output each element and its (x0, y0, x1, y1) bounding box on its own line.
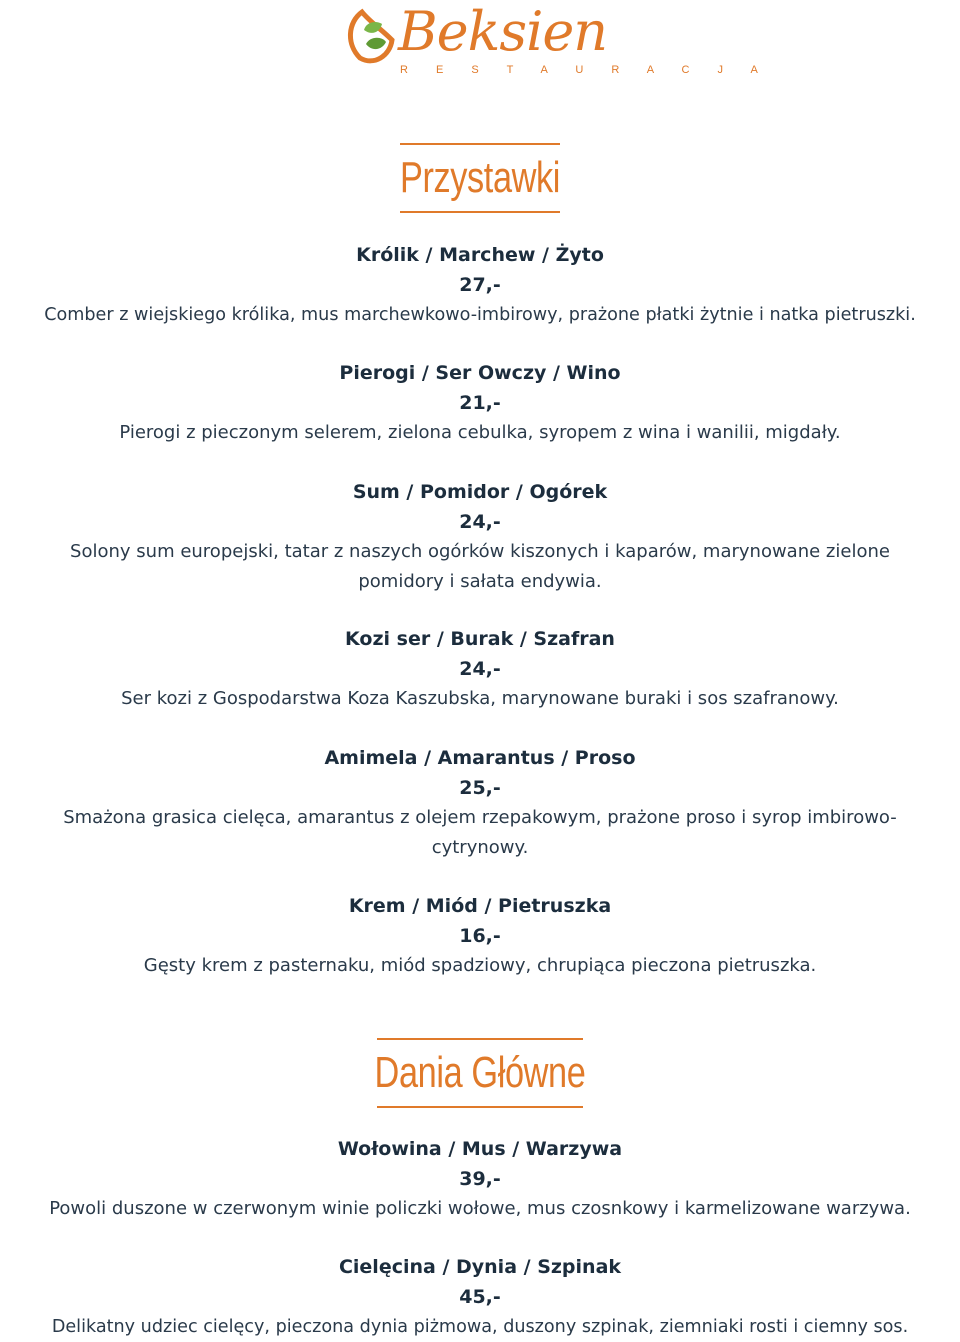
divider-bottom (400, 211, 560, 213)
dish-description: Gęsty krem z pasternaku, miód spadziowy, chrupiąca pieczona pietruszka. (143, 955, 817, 976)
dish-price: 24,- (459, 511, 501, 533)
dish-description: Smażona grasica cielęca, amarantus z olejem rzepakowym, prażone proso i syrop imbirowo-cytrynowy. (63, 807, 897, 858)
section-title: Dania Główne (374, 1048, 586, 1097)
menu-item (0, 1252, 960, 1342)
dish-name: Sum / Pomidor / Ogórek (352, 481, 608, 503)
menu-item (0, 624, 960, 714)
dish-description: Solony sum europejski, tatar z naszych ogórków kiszonych i kaparów, marynowane zielone pomidory i sałata endywia. (70, 541, 890, 592)
dish-price: 39,- (459, 1168, 501, 1190)
dish-price: 21,- (459, 392, 501, 414)
section-header-przystawki (0, 143, 960, 213)
dish-name: Pierogi / Ser Owczy / Wino (339, 362, 621, 384)
dish-name: Cielęcina / Dynia / Szpinak (338, 1256, 622, 1278)
dish-price: 45,- (459, 1286, 501, 1308)
menu-item (0, 358, 960, 448)
menu-item (0, 1134, 960, 1224)
brand-subtitle: R E S T A U R A C J A (400, 64, 771, 76)
brand-name: Beksien (398, 0, 608, 63)
dish-description: Comber z wiejskiego królika, mus marchewkowo-imbirowy, prażone płatki żytnie i natka pietruszki. (44, 305, 916, 325)
menu-item (0, 240, 960, 330)
dish-price: 24,- (459, 658, 501, 680)
divider-bottom (377, 1106, 583, 1108)
menu-item (0, 743, 960, 863)
dish-price: 25,- (459, 777, 501, 799)
dish-description: Delikatny udziec cielęcy, pieczona dynia piżmowa, duszony szpinak, ziemniaki rosti i ciemny sos. (51, 1317, 909, 1337)
menu-item (0, 477, 960, 597)
dish-price: 16,- (459, 925, 501, 947)
dish-name: Amimela / Amarantus / Proso (324, 747, 636, 769)
dish-description: Ser kozi z Gospodarstwa Koza Kaszubska, marynowane buraki i sos szafranowy. (121, 688, 839, 709)
menu-item (0, 891, 960, 981)
restaurant-logo (340, 0, 771, 90)
section-header-dania-glowne (0, 1038, 960, 1108)
dish-name: Wołowina / Mus / Warzywa (337, 1138, 623, 1160)
dish-name: Królik / Marchew / Żyto (356, 244, 604, 266)
dish-description: Pierogi z pieczonym selerem, zielona cebulka, syropem z wina i wanilii, migdały. (119, 422, 841, 443)
dish-description: Powoli duszone w czerwonym winie policzki wołowe, mus czosnkowy i karmelizowane warzywa. (49, 1198, 911, 1219)
dish-name: Kozi ser / Burak / Szafran (345, 628, 615, 650)
section-title: Przystawki (399, 153, 561, 202)
dish-name: Krem / Miód / Pietruszka (348, 895, 612, 917)
dish-price: 27,- (459, 274, 501, 296)
